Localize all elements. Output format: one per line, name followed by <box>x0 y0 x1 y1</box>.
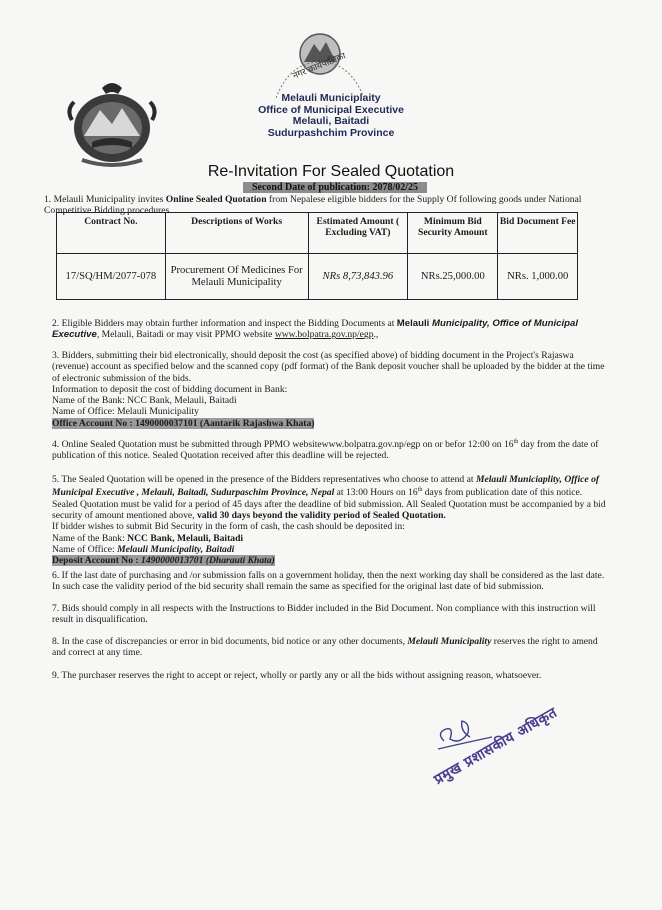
table-header: Bid Document Fee <box>498 213 578 254</box>
table-row <box>57 254 578 300</box>
table-cell: Procurement Of Medicines For Melauli Municipality <box>165 254 308 300</box>
header-line: Melauli, Baitadi <box>292 115 370 127</box>
paragraph-9: 9. The purchaser reserves the right to accept or reject, wholly or partly any or all the bids without assigning reason, whatsoever. <box>52 670 542 681</box>
notice-title: Re-Invitation For Sealed Quotation <box>207 163 455 180</box>
paragraph-4: 4. Online Sealed Quotation must be submitted through PPMO websitewww.bolpatra.gov.np/egp on or befor 12:00 on 16th day from the date of publication of this notice. Sealed Quotation received after this deadline will be rejected. <box>52 439 599 462</box>
header-line: Sudurpashchim Province <box>267 126 395 139</box>
table-header: Estimated Amount ( Excluding VAT) <box>308 213 408 254</box>
table-cell: NRs. 1,000.00 <box>498 254 578 300</box>
header-line: Melauli Municiplaity <box>281 92 381 104</box>
header-line: Office of Municipal Executive <box>258 103 404 116</box>
bid-table <box>56 212 578 300</box>
table-header: Contract No. <box>57 213 166 254</box>
paragraph-6: 6. If the last date of purchasing and /or submission falls on a government holiday, then the next working day shall be considered as the last date. In such case the validity period of the bid security shall remain the same as specified for the original last date of bid submission. <box>52 570 605 593</box>
publication-date: Second Date of publication: 2078/02/25 <box>243 182 427 193</box>
paragraph-3: 3. Bidders, submitting their bid electronically, should deposit the cost (as specified above) of bidding document in the Project's Rajaswa (revenue) account as specified below and the scanned copy (pdf format) of the Bank deposit voucher shall be uploaded by the bidder at the time of electronic submission of the bids. Information to deposit the cost of bidding document in Bank: Name of the Bank: NCC Bank, Melauli, Baitadi Name of Office: Melauli Municipality Office Account No : 1490000037101 (Aantarik Rajashwa Khata) <box>52 350 605 429</box>
table-header: Minimum Bid Security Amount <box>408 213 498 254</box>
office-account-number: Office Account No : 1490000037101 (Aantarik Rajashwa Khata) <box>52 417 315 429</box>
table-cell: NRs.25,000.00 <box>408 254 498 300</box>
paragraph-1: 1. Melauli Municipality invites Online Sealed Quotation from Nepalese eligible bidders for the Supply Of following goods under National Competitive Bidding procedures. <box>44 194 582 217</box>
table-cell: NRs 8,73,843.96 <box>308 254 408 300</box>
official-stamp: प्रमुख प्रशासकीय अधिकृत <box>431 704 561 789</box>
table-header: Descriptions of Works <box>165 213 308 254</box>
paragraph-8: 8. In the case of discrepancies or error in bid documents, bid notice or any other documents, Melauli Municipality reserves the right to amend and correct at any time. <box>52 636 598 659</box>
paragraph-7: 7. Bids should comply in all respects with the Instructions to Bidder included in the Bid Document. Non compliance with this instruction will result in disqualification. <box>52 603 596 626</box>
nepal-emblem-icon <box>62 80 162 170</box>
paragraph-5: 5. The Sealed Quotation will be opened in the presence of the Bidders representatives who choose to attend at Melauli Municiaplity, Office of Municipal Executive , Melauli, Baitadi, Sudurpaschim Province, Nepal at 13:00 Hours on 16th days from publication date of this notice. Sealed Quotation must be valid for a period of 45 days after the deadline of bid submission. All Sealed Quotation must be accompanied by a bid security of amount mentioned above, valid 30 days beyond the validity period of Sealed Quotation. If bidder wishes to submit Bid Security in the form of cash, the cash should be deposited in: Name of the Bank: NCC Bank, Melauli, Baitadi Name of Office: Melauli Municipality, Baitadi Deposit Account No : 1490000013701 (Dharauti Khata) <box>52 474 606 567</box>
paragraph-2: 2. Eligible Bidders may obtain further information and inspect the Bidding Documents at Melauli Municipality, Office of Municipal Executive, Melauli, Baitadi or may visit PPMO website www.bolpatra.gov.np/egp., <box>52 318 579 341</box>
ppmo-website-link[interactable]: www.bolpatra.gov.np/egp <box>274 329 374 341</box>
table-cell: 17/SQ/HM/2077-078 <box>57 254 166 300</box>
logo-devanagari-text: नगर कार्यपालिका <box>291 51 348 82</box>
municipality-header <box>200 93 462 139</box>
table-header-row <box>57 213 578 254</box>
deposit-account-number: Deposit Account No : 1490000013701 (Dharauti Khata) <box>52 555 275 567</box>
